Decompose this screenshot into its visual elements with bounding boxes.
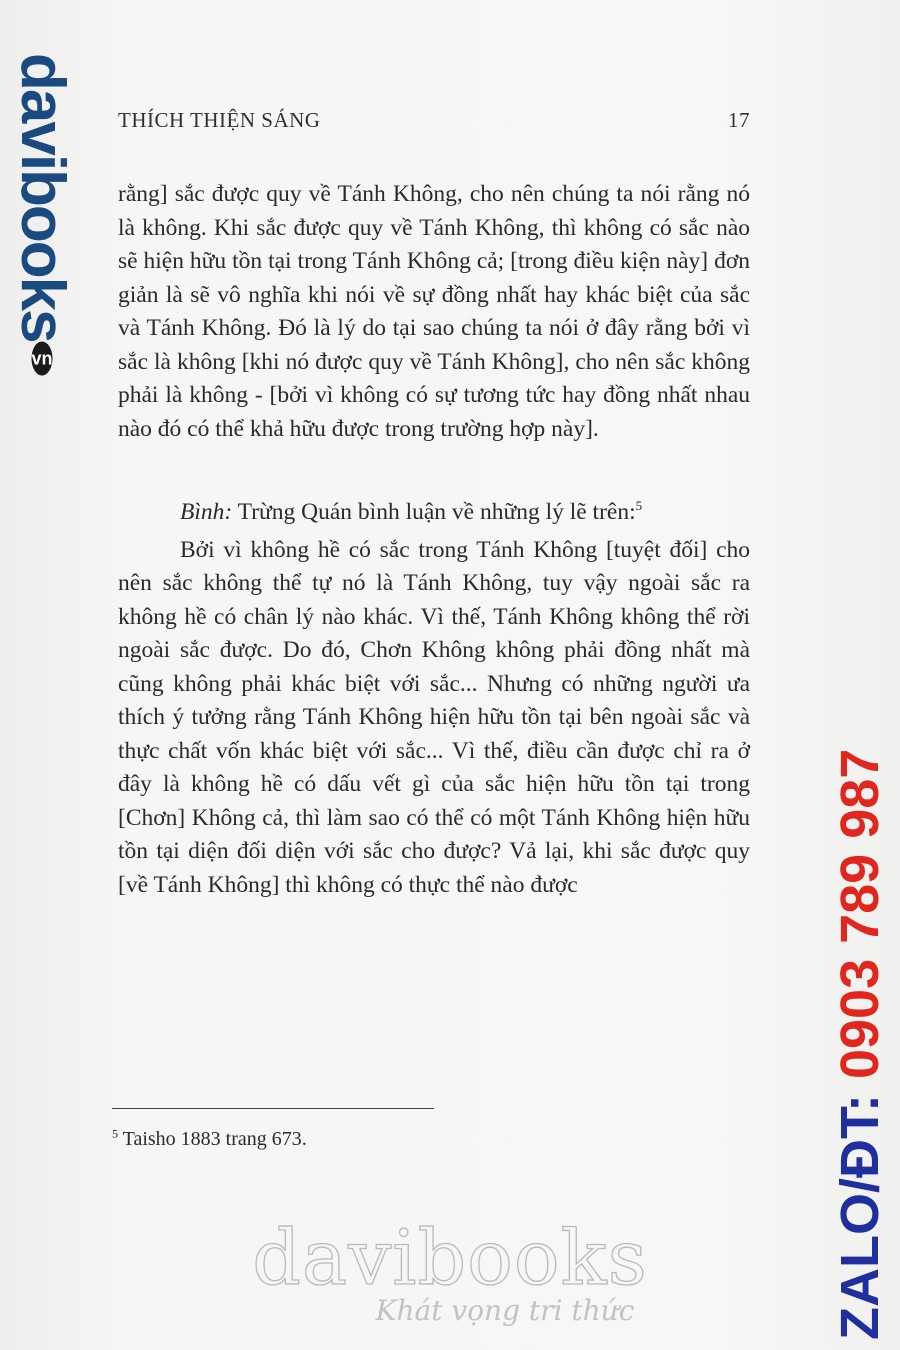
watermark	[200, 1213, 700, 1327]
brand-logo	[7, 53, 77, 369]
body-text	[118, 178, 750, 902]
footnote-text: Taisho 1883 trang 673.	[118, 1128, 307, 1150]
footnote-reference: 5	[635, 498, 643, 514]
watermark-tagline: Khát vọng tri thức	[375, 1294, 635, 1327]
running-title: THÍCH THIỆN SÁNG	[118, 108, 321, 132]
paragraph-2-text: Trừng Quán bình luận về những lý lẽ trên:	[232, 499, 636, 525]
watermark-name: davibooks	[252, 1213, 648, 1302]
brand-logo-suffix: vn	[31, 341, 52, 375]
contact-label: ZALO/ĐT:	[830, 1079, 890, 1340]
contact-banner	[830, 680, 890, 1340]
paragraph-2	[118, 496, 750, 530]
contact-phone: 0903 789 987	[830, 748, 890, 1080]
running-header	[118, 108, 758, 133]
page-number: 17	[728, 108, 750, 132]
paragraph-1: rằng] sắc được quy về Tánh Không, cho nên chúng ta nói rằng nó là không. Khi sắc được quy về Tánh Không, thì không có sắc nào sẽ hiện hữu tồn tại trong Tánh Không cả; [trong điều kiện này] đơn giản là sẽ vô nghĩa khi nói về sự đồng nhất hay khác biệt của sắc và Tánh Không. Đó là lý do tại sao chúng ta nói ở đây rằng bởi vì sắc là không [khi nó được quy về Tánh Không], cho nên sắc không phải là không - [bởi vì không có sự tương tức hay đồng nhất nhau nào đó có thể khả hữu được trong trường hợp này].	[118, 181, 750, 442]
commentary-label: Bình:	[180, 499, 233, 525]
footnote	[112, 1128, 307, 1151]
footnote-divider	[112, 1108, 434, 1109]
brand-logo-word: davibooks	[8, 53, 77, 342]
paragraph-3: Bởi vì không hề có sắc trong Tánh Không [tuyệt đối] cho nên sắc không thể tự nó là Tánh Không, tuy vậy ngoài sắc ra không hề có chân lý nào khác. Vì thế, Tánh Không không thể rời ngoài sắc được. Do đó, Chơn Không không phải đồng nhất mà cũng không phải khác biệt với sắc... Nhưng có những người ưa thích ý tưởng rằng Tánh Không hiện hữu tồn tại bên ngoài sắc và thực chất vốn khác biệt với sắc... Vì thế, điều cần được chỉ ra ở đây là không hề có dấu vết gì của sắc hiện hữu tồn tại trong [Chơn] Không cả, thì làm sao có thể có một Tánh Không hiện hữu tồn tại diện đối diện với sắc cho được? Vả lại, khi sắc được quy [về Tánh Không] thì không có thực thể nào được	[118, 536, 750, 898]
footnote-marker: 5	[112, 1126, 118, 1141]
